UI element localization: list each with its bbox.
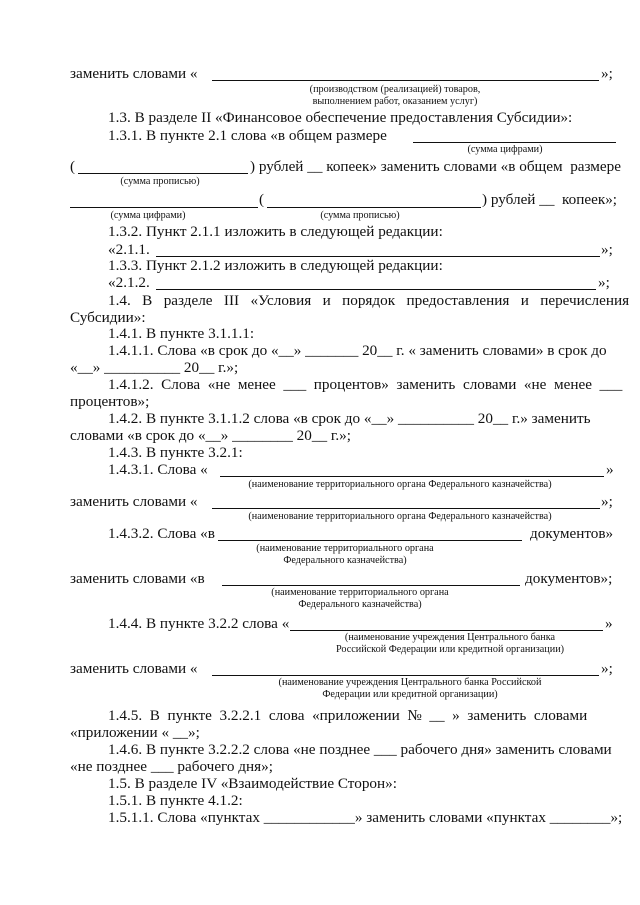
caption: (наименование территориального органа Федерального казначейства) [248,479,552,490]
paragraph-text: 1.5.1.1. Слова «пунктах ____________» заменить словами «пунктах ________»; [108,809,623,826]
paragraph-text: 1.4.3.1. Слова « [108,461,208,478]
fill-blank-line [78,159,248,174]
paragraph-text: 1.4.2. В пункте 3.1.1.2 слова «в срок до «__» __________ 20__ г.» заменить [108,410,591,427]
caption: выполнением работ, оказанием услуг) [312,96,478,107]
closing-quote: » [605,615,613,632]
section-heading: 1.3. В разделе II «Финансовое обеспечение предоставления Субсидии»: [108,109,573,126]
paragraph-text: 1.4.6. В пункте 3.2.2.2 слова «не позднее ___ рабочего дня» заменить словами [108,741,612,758]
fill-blank-line [212,661,599,676]
paragraph-text: «2.1.1. [108,241,150,258]
paragraph-text: процентов»; [70,393,150,410]
caption: (сумма прописью) [320,210,400,221]
paragraph-text: «__» __________ 20__ г.»; [70,359,239,376]
replace-words-label: заменить словами « [70,493,198,510]
section-heading: Субсидии»: [70,309,146,326]
paragraph-text: документов»; [525,570,613,587]
replace-words-label: заменить словами « [70,660,198,677]
replace-words-label: заменить словами « [70,65,198,82]
paragraph-text: 1.4.3.2. Слова «в [108,525,215,542]
replace-words-label: заменить словами «в [70,570,205,587]
paragraph-text: 1.5.1. В пункте 4.1.2: [108,792,243,809]
paragraph-text: ) рублей __ копеек»; [482,191,618,208]
caption: Российской Федерации или кредитной организации) [335,644,565,655]
caption: Федерации или кредитной организации) [322,689,498,700]
paragraph-text: 1.4.5. В пункте 3.2.2.1 слова «приложении № __ » заменить словами [108,707,588,724]
closing-quote: » [606,461,614,478]
paragraph-text: «2.1.2. [108,274,150,291]
fill-blank-line [156,242,600,257]
caption: (производством (реализацией) товаров, [309,84,481,95]
paragraph-text: «не позднее ___ рабочего дня»; [70,758,273,775]
fill-blank-line [267,193,481,208]
caption: Федерального казначейства) [283,555,407,566]
closing-quote: »; [601,65,613,82]
caption: (сумма цифрами) [110,210,186,221]
paragraph-text: словами «в срок до «__» ________ 20__ г.»; [70,427,351,444]
paragraph-text: 1.4.1. В пункте 3.1.1.1: [108,325,255,342]
closing-quote: »; [601,493,613,510]
fill-blank-line [218,526,522,541]
paragraph-text: ( [70,158,76,175]
fill-blank-line [156,275,596,290]
fill-blank-line [220,462,604,477]
fill-blank-line [222,571,520,586]
section-heading: 1.4. В разделе III «Условия и порядок предоставления и перечисления [108,292,630,309]
caption: (наименование территориального органа [256,543,434,554]
closing-quote: »; [598,274,610,291]
fill-blank-line [212,66,599,81]
paragraph-text: 1.3.2. Пункт 2.1.1 изложить в следующей редакции: [108,223,443,240]
paragraph-text: «приложении « __»; [70,724,200,741]
paragraph-text: 1.3.1. В пункте 2.1 слова «в общем размере [108,127,387,144]
paragraph-text: 1.4.4. В пункте 3.2.2 слова « [108,615,290,632]
fill-blank-line [212,494,600,509]
caption: (наименование территориального органа Федерального казначейства) [248,511,552,522]
paragraph-text: 1.4.1.2. Слова «не менее ___ процентов» заменить словами «не менее ___ [108,376,623,393]
paragraph-text: ) рублей __ копеек» заменить словами «в общем размере [250,158,621,175]
fill-blank-line [70,193,258,208]
paragraph-text: 1.4.1.1. Слова «в срок до «__» _______ 20__ г. « заменить словами» в срок до [108,342,607,359]
caption: (наименование территориального органа [271,587,449,598]
caption: Федерального казначейства) [298,599,422,610]
closing-quote: »; [601,660,613,677]
caption: (сумма прописью) [120,176,200,187]
paragraph-text: 1.4.3. В пункте 3.2.1: [108,444,243,461]
caption: (наименование учреждения Центрального банка Российской [278,677,542,688]
paragraph-text: 1.3.3. Пункт 2.1.2 изложить в следующей редакции: [108,257,443,274]
caption: (сумма цифрами) [467,144,543,155]
section-heading: 1.5. В разделе IV «Взаимодействие Сторон»: [108,775,397,792]
closing-quote: »; [601,241,613,258]
fill-blank-line [290,616,603,631]
fill-blank-line [413,128,616,143]
paragraph-text: ( [259,191,265,208]
paragraph-text: документов» [530,525,614,542]
caption: (наименование учреждения Центрального банка [344,632,556,643]
